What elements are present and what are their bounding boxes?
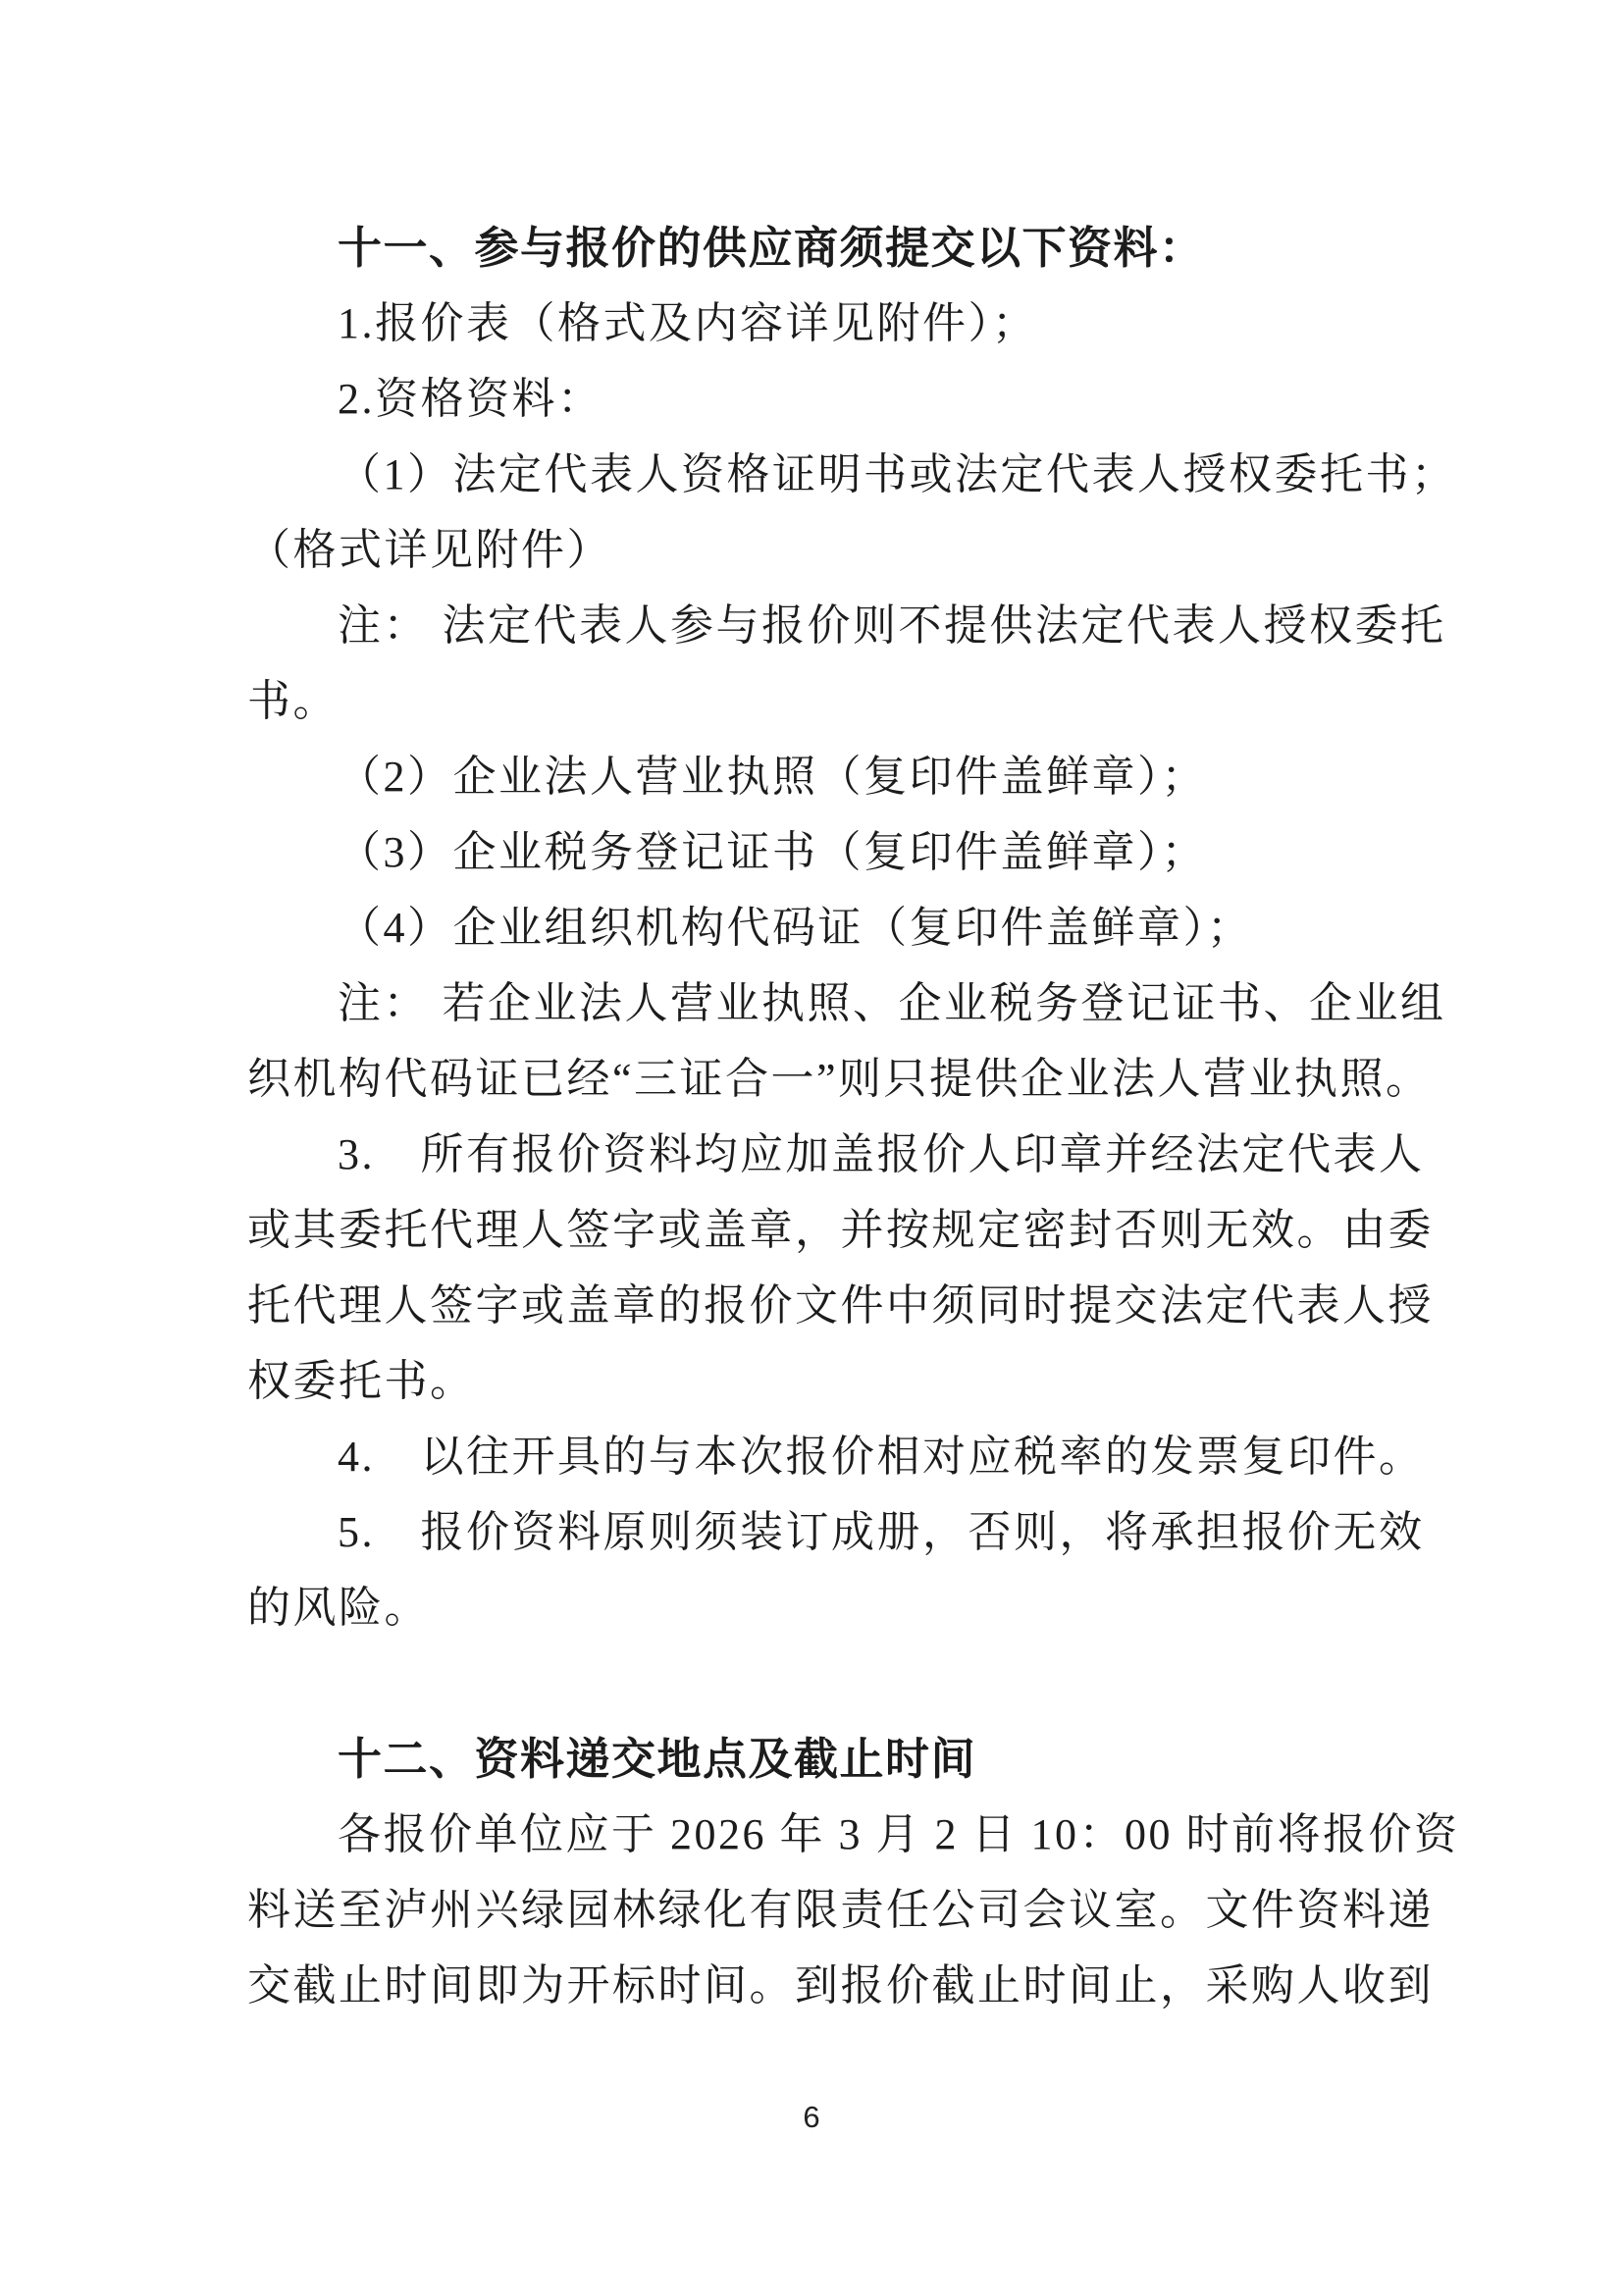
text-line: 料送至泸州兴绿园林绿化有限责任公司会议室。文件资料递 [247,1886,1434,1934]
text-line: 注： 法定代表人参与报价则不提供法定代表人授权委托 [338,601,1446,650]
document-content [247,210,1460,2023]
section-12-heading: 十二、资料递交地点及截止时间 [338,1734,977,1784]
text-line: 权委托书。 [247,1357,476,1405]
text-line: 或其委托代理人签字或盖章，并按规定密封否则无效。由委 [247,1206,1434,1254]
text-line: 3. 所有报价资料均应加盖报价人印章并经法定代表人 [338,1130,1425,1178]
text-line: 注： 若企业法人营业执照、企业税务登记证书、企业组 [338,979,1446,1027]
text-line: 各报价单位应于 2026 年 3 月 2 日 10：00 时前将报价资 [338,1810,1460,1858]
text-line: （1）法定代表人资格证明书或法定代表人授权委托书； [338,450,1457,498]
blank-line [247,1645,1395,1721]
text-line: 4. 以往开具的与本次报价相对应税率的发票复印件。 [338,1433,1425,1481]
text-line: 书。 [247,677,339,725]
text-line: 的风险。 [247,1584,430,1632]
text-line: （4）企业组织机构代码证（复印件盖鲜章）； [338,904,1253,952]
text-line: 织机构代码证已经“三证合一”则只提供企业法人营业执照。 [247,1055,1432,1103]
page-number: 6 [803,2100,820,2134]
text-line: 1.报价表（格式及内容详见附件）； [338,299,1038,347]
section-11-heading: 十一、参与报价的供应商须提交以下资料： [338,223,1205,273]
text-line: 交截止时间即为开标时间。到报价截止时间止，采购人收到 [247,1961,1434,2009]
text-line: 2.资格资料： [338,375,603,423]
text-line: （3）企业税务登记证书（复印件盖鲜章）； [338,828,1207,876]
text-line: （2）企业法人营业执照（复印件盖鲜章）； [338,753,1207,801]
text-line: （格式详见附件） [247,526,612,574]
text-line: 托代理人签字或盖章的报价文件中须同时提交法定代表人授 [247,1281,1434,1330]
text-line: 5. 报价资料原则须装订成册，否则，将承担报价无效 [338,1508,1425,1556]
